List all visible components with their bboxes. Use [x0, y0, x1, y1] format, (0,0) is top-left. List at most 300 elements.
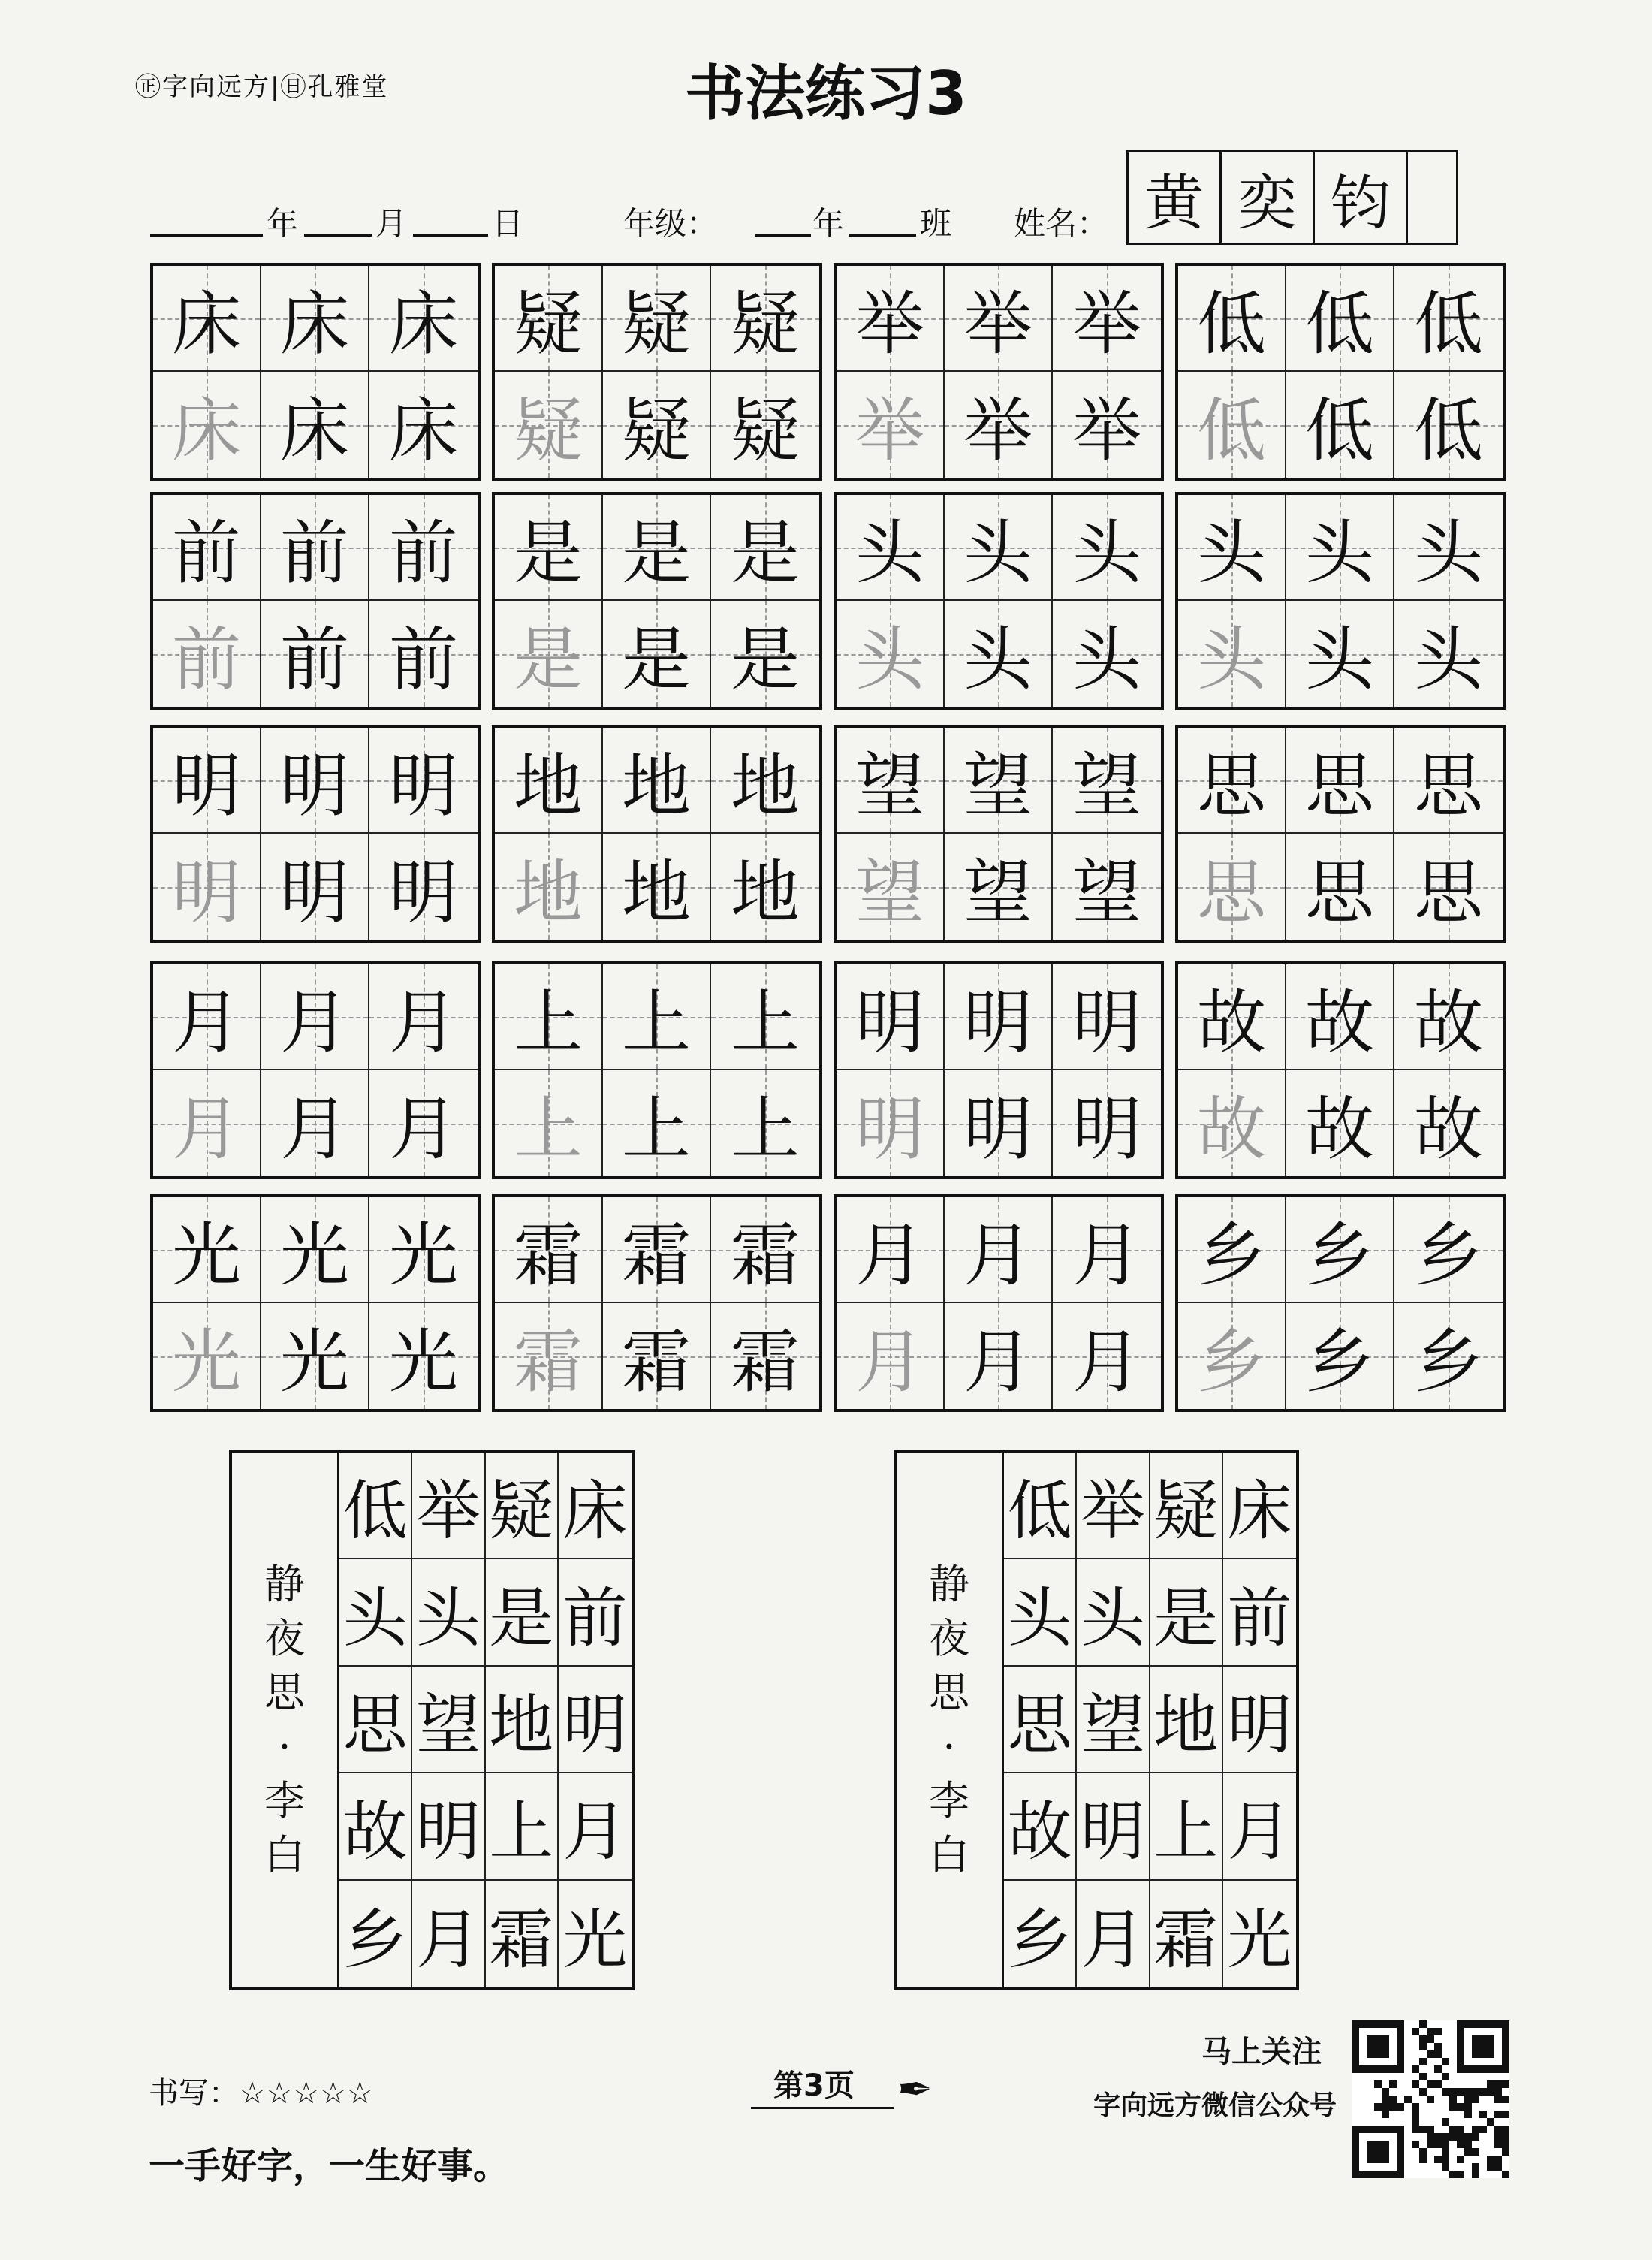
practice-cell [261, 266, 369, 372]
poem-grid-1 [229, 1450, 635, 1990]
practice-block [492, 961, 822, 1179]
practice-char: 床 [279, 283, 349, 364]
trace-cell [837, 1303, 945, 1409]
practice-cell [1394, 964, 1503, 1070]
practice-char: 月 [388, 1088, 458, 1169]
practice-block [834, 725, 1164, 943]
practice-block [1175, 1194, 1506, 1412]
poem-cell: 霜 [1150, 1881, 1223, 1987]
practice-char: 床 [171, 390, 241, 471]
practice-char: 望 [1072, 852, 1141, 933]
poem-cell: 是 [1150, 1559, 1223, 1666]
practice-cell [1178, 495, 1286, 601]
practice-char: 思 [1196, 745, 1266, 826]
poem-cell: 疑 [1150, 1453, 1223, 1559]
practice-char: 故 [1413, 1088, 1483, 1169]
practice-cell [261, 601, 369, 707]
practice-cell [495, 728, 603, 834]
practice-cell [153, 495, 261, 601]
practice-char: 明 [279, 745, 349, 826]
practice-char: 举 [1072, 390, 1141, 471]
practice-cell [945, 834, 1053, 940]
poem-title [232, 1453, 339, 1987]
practice-char: 头 [855, 619, 924, 700]
poem-cell: 头 [412, 1559, 485, 1666]
practice-char: 疑 [730, 390, 800, 471]
practice-block [150, 492, 481, 710]
poem-title-char: 夜 [264, 1615, 305, 1662]
name-box [1126, 150, 1458, 245]
practice-cell [495, 1197, 603, 1303]
poem-cell: 是 [486, 1559, 559, 1666]
practice-char: 月 [1072, 1321, 1141, 1402]
practice-char: 头 [1072, 512, 1141, 593]
practice-cell [603, 495, 711, 601]
practice-char: 地 [621, 852, 691, 933]
practice-cell [1053, 601, 1161, 707]
practice-cell [1286, 1197, 1394, 1303]
poem-cell: 举 [412, 1453, 485, 1559]
trace-cell [1178, 1070, 1286, 1176]
poem-cell: 低 [1004, 1453, 1077, 1559]
practice-char: 是 [513, 512, 583, 593]
practice-char: 月 [171, 982, 241, 1063]
practice-cell [1053, 1303, 1161, 1409]
practice-cell [153, 266, 261, 372]
poem-title-char: 夜 [929, 1615, 969, 1662]
practice-char: 月 [855, 1214, 924, 1296]
poem-title-char: 思 [264, 1669, 305, 1716]
practice-cell [261, 372, 369, 478]
practice-char: 思 [1413, 852, 1483, 933]
practice-cell [1394, 495, 1503, 601]
practice-cell [1394, 834, 1503, 940]
practice-cell [1286, 1070, 1394, 1176]
practice-cell [1053, 834, 1161, 940]
trace-cell [495, 1070, 603, 1176]
poem-cell: 故 [1004, 1773, 1077, 1880]
practice-char: 望 [1072, 745, 1141, 826]
practice-cell [837, 964, 945, 1070]
practice-char: 乡 [1413, 1321, 1483, 1402]
practice-cell [495, 266, 603, 372]
practice-char: 光 [388, 1321, 458, 1402]
practice-cell [603, 601, 711, 707]
practice-block [492, 725, 822, 943]
name-label: 姓名： [1014, 205, 1109, 242]
practice-cell [1394, 1303, 1503, 1409]
practice-char: 举 [1072, 283, 1141, 364]
practice-cell [711, 1070, 819, 1176]
trace-cell [495, 372, 603, 478]
practice-cell [945, 266, 1053, 372]
practice-char: 头 [1072, 619, 1141, 700]
day-label: 日 [492, 205, 524, 242]
practice-char: 是 [621, 512, 691, 593]
year-label: 年 [267, 205, 299, 242]
practice-char: 是 [730, 512, 800, 593]
practice-block [492, 263, 822, 481]
practice-cell [711, 1197, 819, 1303]
motto: 一手好字，一生好事。 [149, 2145, 510, 2187]
practice-char: 上 [730, 1088, 800, 1169]
practice-cell [495, 495, 603, 601]
practice-char: 光 [388, 1214, 458, 1296]
trace-cell [495, 601, 603, 707]
practice-char: 低 [1196, 283, 1266, 364]
practice-char: 光 [279, 1214, 349, 1296]
practice-char: 低 [1304, 390, 1374, 471]
practice-char: 乡 [1304, 1214, 1374, 1296]
practice-char: 上 [621, 1088, 691, 1169]
year-blank [150, 234, 263, 237]
month-blank [304, 234, 372, 237]
practice-char: 床 [388, 283, 458, 364]
practice-char: 霜 [730, 1214, 800, 1296]
practice-char: 乡 [1196, 1214, 1266, 1296]
practice-char: 前 [388, 512, 458, 593]
practice-cell [1394, 266, 1503, 372]
poem-grid-2 [894, 1450, 1299, 1990]
practice-cell [603, 372, 711, 478]
practice-cell [945, 1303, 1053, 1409]
practice-char: 霜 [513, 1321, 583, 1402]
practice-char: 地 [513, 745, 583, 826]
practice-cell [1286, 266, 1394, 372]
poem-cell: 望 [1077, 1667, 1150, 1773]
trace-cell [837, 834, 945, 940]
practice-cell [603, 1070, 711, 1176]
practice-char: 举 [855, 283, 924, 364]
practice-char: 霜 [513, 1214, 583, 1296]
practice-cell [369, 495, 478, 601]
practice-cell [495, 964, 603, 1070]
practice-cell [1394, 728, 1503, 834]
practice-char: 明 [388, 745, 458, 826]
practice-char: 地 [730, 745, 800, 826]
practice-cell [1286, 834, 1394, 940]
practice-cell [1053, 964, 1161, 1070]
practice-char: 望 [963, 745, 1032, 826]
practice-char: 床 [279, 390, 349, 471]
practice-cell [711, 372, 819, 478]
practice-cell [1394, 601, 1503, 707]
practice-cell [1053, 728, 1161, 834]
trace-cell [1178, 601, 1286, 707]
practice-char: 月 [963, 1321, 1032, 1402]
grade-year-label: 年 [812, 205, 845, 242]
practice-char: 上 [513, 982, 583, 1063]
practice-char: 霜 [621, 1321, 691, 1402]
practice-char: 望 [963, 852, 1032, 933]
brand-logo: ㊣字向远方|㊐孔雅堂 [135, 72, 389, 102]
practice-cell [1286, 372, 1394, 478]
practice-char: 前 [279, 512, 349, 593]
poem-cell: 明 [1077, 1773, 1150, 1880]
practice-char: 思 [1413, 745, 1483, 826]
practice-char: 前 [171, 619, 241, 700]
practice-cell [603, 728, 711, 834]
practice-char: 疑 [730, 283, 800, 364]
trace-cell [495, 834, 603, 940]
practice-block [834, 961, 1164, 1179]
practice-char: 明 [171, 745, 241, 826]
practice-char: 是 [730, 619, 800, 700]
page-number: 第3页 [773, 2068, 855, 2103]
practice-cell [1286, 728, 1394, 834]
practice-char: 头 [1304, 512, 1374, 593]
practice-char: 思 [1196, 852, 1266, 933]
name-char: 黄 [1129, 152, 1222, 243]
practice-cell [837, 728, 945, 834]
practice-char: 是 [621, 619, 691, 700]
practice-char: 明 [963, 982, 1032, 1063]
trace-cell [495, 1303, 603, 1409]
practice-char: 明 [279, 852, 349, 933]
poem-cell: 上 [486, 1773, 559, 1880]
name-char: 奕 [1222, 152, 1315, 243]
practice-cell [153, 964, 261, 1070]
poem-cell: 月 [1077, 1881, 1150, 1987]
practice-cell [1394, 372, 1503, 478]
practice-char: 故 [1304, 982, 1374, 1063]
poem-title [897, 1453, 1004, 1987]
poem-cell: 月 [1223, 1773, 1296, 1880]
practice-char: 月 [855, 1321, 924, 1402]
practice-cell [945, 728, 1053, 834]
practice-char: 月 [388, 982, 458, 1063]
practice-cell [261, 1197, 369, 1303]
practice-cell [261, 495, 369, 601]
practice-cell [711, 495, 819, 601]
trace-cell [837, 372, 945, 478]
practice-cell [1053, 266, 1161, 372]
practice-cell [261, 1303, 369, 1409]
practice-char: 低 [1196, 390, 1266, 471]
poem-title-char: 思 [929, 1669, 969, 1716]
trace-cell [1178, 372, 1286, 478]
practice-cell [1286, 1303, 1394, 1409]
practice-cell [261, 728, 369, 834]
practice-char: 地 [621, 745, 691, 826]
poem-cell: 床 [1223, 1453, 1296, 1559]
practice-char: 光 [171, 1214, 241, 1296]
poem-cell: 光 [1227, 1902, 1292, 1978]
poem-title-char: 静 [264, 1561, 305, 1608]
practice-cell [837, 266, 945, 372]
practice-cell [711, 728, 819, 834]
practice-cell [369, 1197, 478, 1303]
practice-char: 前 [279, 619, 349, 700]
grade-label: 年级： [623, 205, 719, 242]
poem-cell: 头 [1004, 1559, 1077, 1666]
practice-char: 光 [171, 1321, 241, 1402]
poem-cell: 明 [1223, 1667, 1296, 1773]
poem-cell: 故 [339, 1773, 412, 1880]
poem-cell: 霜 [486, 1881, 559, 1987]
practice-char: 明 [1072, 1088, 1141, 1169]
poem-cell: 前 [1223, 1559, 1296, 1666]
practice-cell [711, 266, 819, 372]
practice-cell [1053, 372, 1161, 478]
practice-cell [369, 728, 478, 834]
poem-title-char: 李 [929, 1777, 969, 1824]
poem-cell: 床 [559, 1453, 632, 1559]
practice-char: 月 [279, 1088, 349, 1169]
poem-cell: 思 [339, 1667, 412, 1773]
practice-block [1175, 263, 1506, 481]
practice-cell [603, 834, 711, 940]
practice-block [150, 961, 481, 1179]
poem-title-char: · [942, 1723, 956, 1770]
poem-cell: 前 [559, 1559, 632, 1666]
poem-cell: 光 [562, 1902, 628, 1978]
practice-char: 故 [1304, 1088, 1374, 1169]
practice-block [150, 725, 481, 943]
poem-title-char: 静 [929, 1561, 969, 1608]
practice-cell [945, 495, 1053, 601]
practice-cell [837, 1197, 945, 1303]
practice-block [1175, 725, 1506, 943]
practice-cell [945, 1197, 1053, 1303]
practice-cell [261, 834, 369, 940]
practice-block [834, 1194, 1164, 1412]
practice-cell [711, 601, 819, 707]
practice-cell [1178, 964, 1286, 1070]
practice-cell [603, 266, 711, 372]
practice-char: 光 [279, 1321, 349, 1402]
poem-cell: 月 [559, 1773, 632, 1880]
practice-char: 月 [171, 1088, 241, 1169]
practice-cell [1286, 964, 1394, 1070]
practice-cell [711, 964, 819, 1070]
practice-cell [1286, 601, 1394, 707]
practice-char: 头 [855, 512, 924, 593]
practice-char: 是 [513, 619, 583, 700]
practice-char: 头 [1304, 619, 1374, 700]
poem-title-char: 李 [264, 1777, 305, 1824]
writing-rating: 书写：☆☆☆☆☆ [149, 2076, 374, 2111]
practice-char: 明 [388, 852, 458, 933]
practice-char: 低 [1304, 283, 1374, 364]
month-label: 月 [375, 205, 408, 242]
practice-block [1175, 961, 1506, 1179]
practice-block [150, 263, 481, 481]
wechat-account-text: 字向远方微信公众号 [1093, 2090, 1337, 2121]
trace-cell [153, 372, 261, 478]
poem-cell: 月 [412, 1881, 485, 1987]
poem-cell: 地 [486, 1667, 559, 1773]
trace-cell [1178, 834, 1286, 940]
practice-char: 头 [1413, 619, 1483, 700]
practice-cell [369, 1303, 478, 1409]
page-title: 书法练习3 [685, 59, 967, 128]
practice-char: 明 [963, 1088, 1032, 1169]
poem-cell: 举 [1077, 1453, 1150, 1559]
pen-icon: ✒ [897, 2065, 933, 2114]
practice-char: 头 [963, 619, 1032, 700]
practice-cell [603, 964, 711, 1070]
poem-cell: 上 [1150, 1773, 1223, 1880]
practice-char: 疑 [621, 283, 691, 364]
practice-cell [1053, 1197, 1161, 1303]
practice-cell [945, 601, 1053, 707]
follow-text: 马上关注 [1201, 2035, 1322, 2069]
poem-cell: 头 [339, 1559, 412, 1666]
poem-cell: 乡 [1004, 1881, 1077, 1987]
practice-block [1175, 492, 1506, 710]
practice-char: 地 [730, 852, 800, 933]
practice-cell [1178, 728, 1286, 834]
practice-cell [945, 964, 1053, 1070]
practice-block [834, 263, 1164, 481]
poem-cell: 头 [1077, 1559, 1150, 1666]
poem-cell: 低 [339, 1453, 412, 1559]
practice-cell [153, 728, 261, 834]
practice-char: 思 [1304, 745, 1374, 826]
practice-char: 举 [855, 390, 924, 471]
practice-cell [369, 834, 478, 940]
practice-cell [1053, 1070, 1161, 1176]
practice-cell [1394, 1070, 1503, 1176]
practice-cell [1178, 1197, 1286, 1303]
practice-char: 明 [855, 982, 924, 1063]
poem-cell: 地 [1150, 1667, 1223, 1773]
practice-char: 疑 [513, 390, 583, 471]
practice-cell [711, 834, 819, 940]
poem-cell: 明 [559, 1667, 632, 1773]
practice-char: 乡 [1304, 1321, 1374, 1402]
name-char: 钧 [1315, 152, 1408, 243]
practice-char: 明 [1072, 982, 1141, 1063]
poem-cell: 明 [412, 1773, 485, 1880]
name-char [1408, 152, 1456, 243]
grade-class-blank [849, 234, 916, 237]
trace-cell [1178, 1303, 1286, 1409]
poem-title-char: 白 [264, 1831, 305, 1878]
practice-cell [1394, 1197, 1503, 1303]
practice-char: 上 [730, 982, 800, 1063]
trace-cell [837, 601, 945, 707]
page-underline [751, 2107, 894, 2109]
practice-char: 上 [513, 1088, 583, 1169]
practice-cell [945, 1070, 1053, 1176]
practice-char: 前 [388, 619, 458, 700]
practice-char: 床 [171, 283, 241, 364]
practice-char: 故 [1196, 1088, 1266, 1169]
practice-cell [1053, 495, 1161, 601]
practice-cell [153, 1197, 261, 1303]
practice-cell [603, 1197, 711, 1303]
poem-cell: 思 [1004, 1667, 1077, 1773]
practice-char: 地 [513, 852, 583, 933]
practice-cell [369, 601, 478, 707]
practice-cell [369, 266, 478, 372]
practice-char: 乡 [1413, 1214, 1483, 1296]
practice-cell [261, 1070, 369, 1176]
practice-cell [945, 372, 1053, 478]
practice-char: 故 [1413, 982, 1483, 1063]
practice-char: 床 [388, 390, 458, 471]
practice-char: 疑 [621, 390, 691, 471]
practice-char: 明 [855, 1088, 924, 1169]
trace-cell [153, 1303, 261, 1409]
practice-char: 霜 [730, 1321, 800, 1402]
practice-char: 月 [279, 982, 349, 1063]
practice-block [492, 1194, 822, 1412]
practice-char: 望 [855, 745, 924, 826]
poem-cell: 疑 [486, 1453, 559, 1559]
